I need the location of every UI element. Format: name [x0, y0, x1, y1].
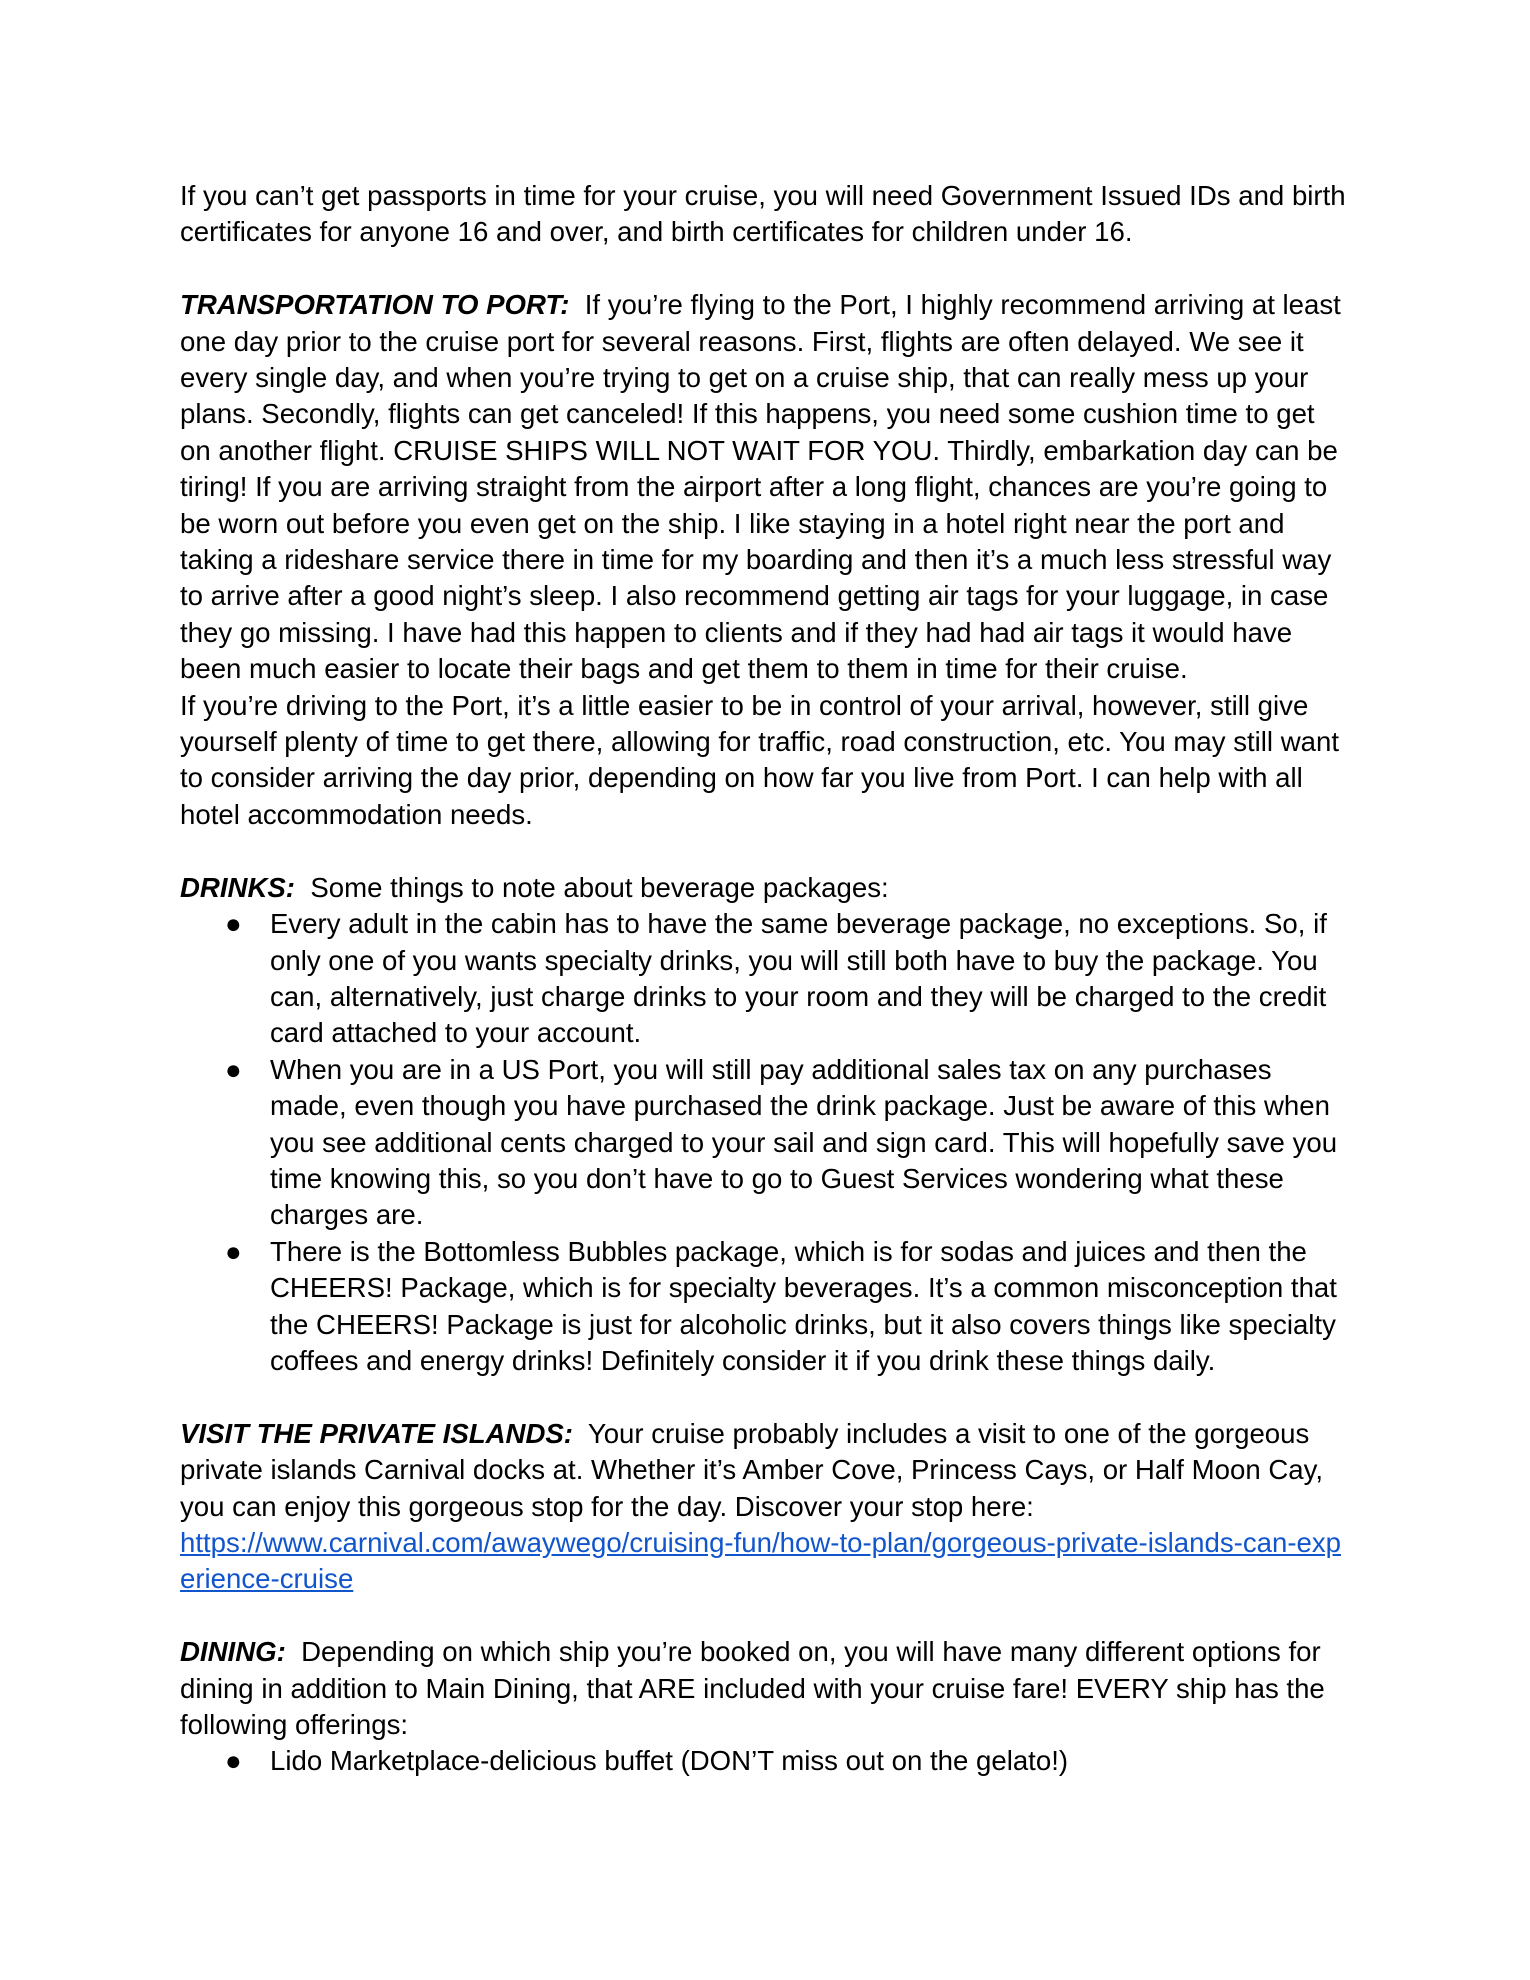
list-item	[180, 1052, 1350, 1234]
dining-text: Depending on which ship you’re booked on, you will have many different options for dining in addition to Main Dining, that ARE included with your cruise fare! EVERY ship has the following offerings:	[180, 1636, 1325, 1740]
drinks-bullet-list	[180, 906, 1350, 1379]
list-item	[180, 1234, 1350, 1380]
dining-heading: DINING:	[180, 1636, 286, 1668]
drinks-heading: DRINKS:	[180, 871, 295, 903]
dining-paragraph	[180, 1634, 1350, 1743]
bullet-icon: ●	[225, 1745, 242, 1777]
islands-text: Your cruise probably includes a visit to one of the gorgeous private islands Carnival docks at. Whether it’s Amber Cove, Princess Cays, or Half Moon Cay, you can enjoy this gorgeous stop for the day. Discover your stop here:	[180, 1417, 1324, 1522]
document-page	[180, 178, 1350, 1780]
drinks-paragraph	[180, 870, 1350, 906]
bullet-icon: ●	[225, 1053, 242, 1085]
spacer	[180, 251, 1350, 287]
islands-paragraph	[180, 1416, 1350, 1598]
passport-paragraph: If you can’t get passports in time for your cruise, you will need Government Issued IDs and birth certificates for anyone 16 and over, and birth certificates for children under 16.	[180, 180, 1346, 248]
spacer	[180, 1379, 1350, 1415]
dining-bullet-list	[180, 1743, 1350, 1779]
list-item-text: Lido Marketplace-delicious buffet (DON’T miss out on the gelato!)	[270, 1745, 1069, 1777]
bullet-icon: ●	[225, 1235, 242, 1267]
list-item	[180, 1743, 1350, 1779]
spacer	[180, 1598, 1350, 1634]
transportation-flying-text: If you’re flying to the Port, I highly recommend arriving at least one day prior to the cruise port for several reasons. First, flights are often delayed. We see it every single day, and when you’re trying to get on a cruise ship, that can really mess up your plans. Secondly, flights can get canceled! If this happens, you need some cushion time to get on another flight. CRUISE SHIPS WILL NOT WAIT FOR YOU. Thirdly, embarkation day can be tiring! If you are arriving straight from the airport after a long flight, chances are you’re going to be worn out before you even get on the ship. I like staying in a hotel right near the port and taking a rideshare service there in time for my boarding and then it’s a much less stressful way to arrive after a good night’s sleep. I also recommend getting air tags for your luggage, in case they go missing. I have had this happen to clients and if they had had air tags it would have been much easier to locate their bags and get them to them in time for their cruise.	[180, 289, 1341, 685]
transportation-driving-paragraph: If you’re driving to the Port, it’s a little easier to be in control of your arrival, however, still give yourself plenty of time to get there, allowing for traffic, road construction, etc. You may still want to consider arriving the day prior, depending on how far you live from Port. I can help with all hotel accommodation needs.	[180, 689, 1340, 830]
list-item-text: When you are in a US Port, you will still pay additional sales tax on any purchases made, even though you have purchased the drink package. Just be aware of this when you see additional cents charged to your sail and sign card. This will hopefully save you time knowing this, so you don’t have to go to Guest Services wondering what these charges are.	[270, 1053, 1338, 1231]
list-item-text: There is the Bottomless Bubbles package, which is for sodas and juices and then the CHEERS! Package, which is for specialty beverages. It’s a common misconception that the CHEERS! Package is just for alcoholic drinks, but it also covers things like specialty coffees and energy drinks! Definitely consider it if you drink these things daily.	[270, 1235, 1337, 1376]
list-item-text: Every adult in the cabin has to have the same beverage package, no exceptions. So, if only one of you wants specialty drinks, you will still both have to buy the package. You can, alternatively, just charge drinks to your room and they will be charged to the credit card attached to your account.	[270, 908, 1327, 1049]
drinks-intro: Some things to note about beverage packages:	[310, 871, 889, 903]
islands-heading: VISIT THE PRIVATE ISLANDS:	[180, 1417, 573, 1449]
islands-link[interactable]: https://www.carnival.com/awaywego/cruising-fun/how-to-plan/gorgeous-private-islands-can-experience-cruise	[180, 1526, 1341, 1595]
bullet-icon: ●	[225, 908, 242, 940]
transportation-paragraph	[180, 287, 1350, 687]
spacer	[180, 833, 1350, 869]
transportation-heading: TRANSPORTATION TO PORT:	[180, 289, 570, 321]
list-item	[180, 906, 1350, 1052]
